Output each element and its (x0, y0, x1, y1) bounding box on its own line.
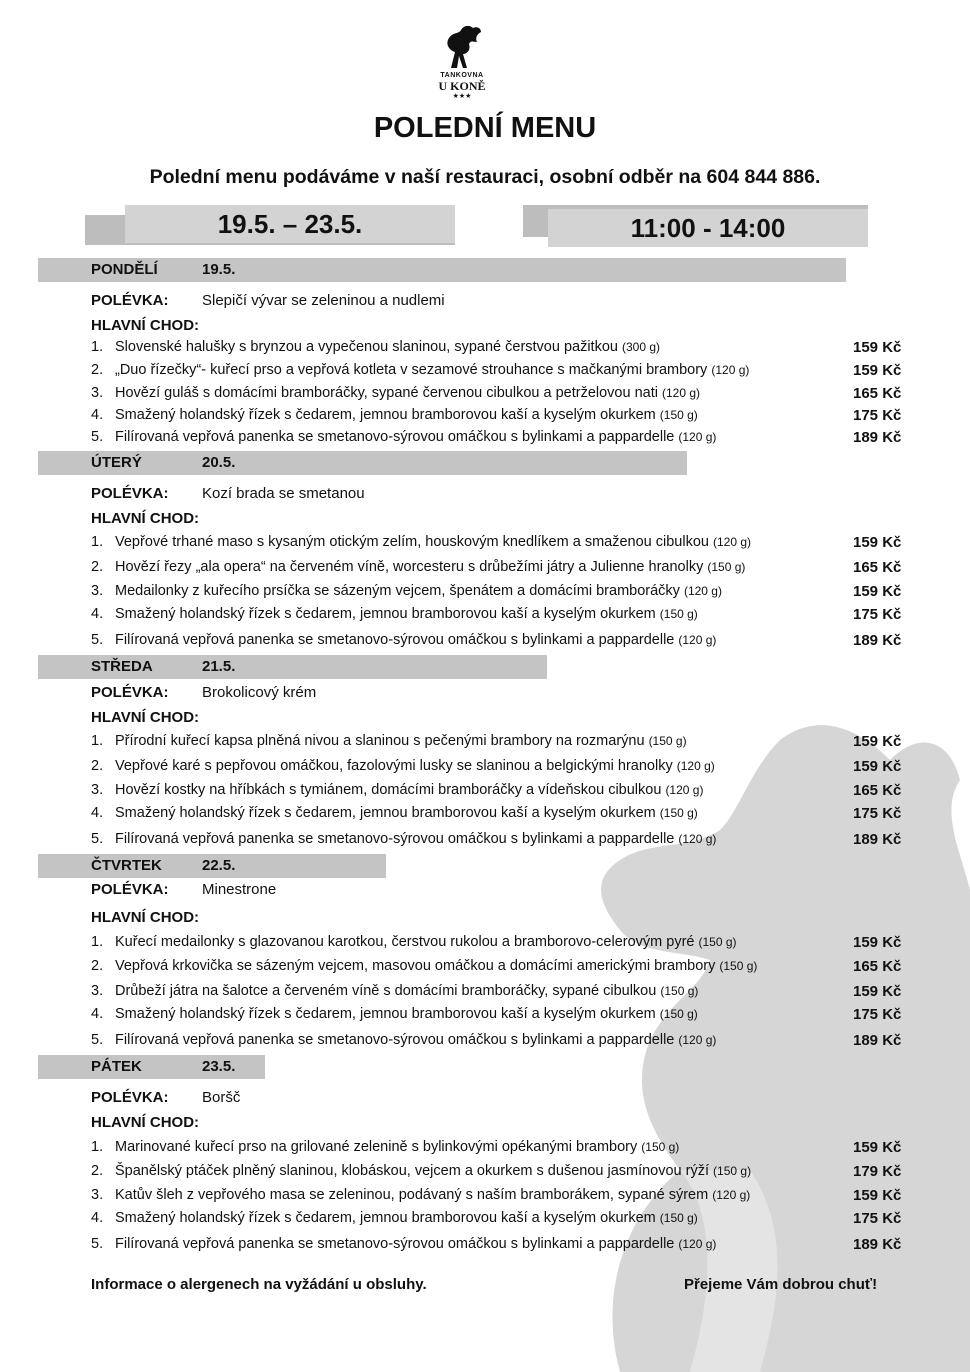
dish-weight: (150 g) (648, 734, 687, 748)
menu-item (91, 1236, 921, 1258)
dish-name: Smažený holandský řízek s čedarem, jemnou bramborovou kaší a kyselým okurkem (115, 1006, 656, 1022)
horse-logo-icon (437, 22, 487, 72)
item-dish (115, 1139, 679, 1155)
item-dish (115, 339, 660, 355)
dish-weight: (120 g) (678, 832, 717, 846)
menu-item (91, 559, 921, 581)
soup-label: POLÉVKA: (91, 292, 169, 309)
dish-name: Španělský ptáček plněný slaninou, klobáskou, vejcem a okurkem s dušenou jasmínovou rýží (115, 1163, 710, 1179)
dish-name: Vepřová krkovička se sázeným vejcem, masovou omáčkou a domácími americkými brambory (115, 958, 716, 974)
item-price: 159 Kč (853, 583, 902, 600)
dish-name: Marinované kuřecí prso na grilované zelenině s bylinkovými opékanými brambory (115, 1139, 638, 1155)
item-price: 175 Kč (853, 1006, 902, 1023)
item-price: 165 Kč (853, 958, 902, 975)
menu-item (91, 831, 921, 853)
logo-small-text: TANKOVNA (440, 72, 484, 79)
dish-name: Hovězí řezy „ala opera“ na červeném víně, worcesteru s drůbežími játry a Julienne hranolky (115, 559, 704, 575)
item-number: 5. (91, 632, 104, 648)
item-number: 3. (91, 385, 104, 401)
dish-weight: (120 g) (678, 1033, 717, 1047)
dish-name: Vepřové trhané maso s kysaným otickým zelím, houskovým knedlíkem a smaženou cibulkou (115, 534, 709, 550)
day-name: ČTVRTEK (91, 857, 162, 874)
item-price: 159 Kč (853, 534, 902, 551)
dish-weight: (120 g) (678, 633, 717, 647)
item-price: 189 Kč (853, 831, 902, 848)
soup-name: Kozí brada se smetanou (202, 485, 365, 502)
item-price: 175 Kč (853, 606, 902, 623)
item-price: 179 Kč (853, 1163, 902, 1180)
dish-name: Filírovaná vepřová panenka se smetanovo-sýrovou omáčkou s bylinkami a pappardelle (115, 632, 675, 648)
item-number: 3. (91, 782, 104, 798)
item-dish (115, 934, 737, 950)
dish-name: Smažený holandský řízek s čedarem, jemnou bramborovou kaší a kyselým okurkem (115, 407, 656, 423)
menu-item (91, 1163, 921, 1185)
item-number: 2. (91, 559, 104, 575)
item-dish (115, 385, 700, 401)
dish-name: Hovězí guláš s domácími bramboráčky, sypané červenou cibulkou a petrželovou nati (115, 385, 658, 401)
soup-name: Brokolicový krém (202, 684, 317, 701)
dish-weight: (150 g) (707, 560, 746, 574)
allergen-note: Informace o alergenech na vyžádání u obsluhy. (91, 1276, 427, 1293)
dish-name: Filírovaná vepřová panenka se smetanovo-sýrovou omáčkou s bylinkami a pappardelle (115, 1032, 675, 1048)
dish-weight: (120 g) (661, 386, 701, 400)
dish-weight: (150 g) (713, 1164, 752, 1178)
main-course-label: HLAVNÍ CHOD: (91, 510, 200, 527)
dish-weight: (120 g) (711, 363, 750, 377)
day-name: ÚTERÝ (91, 454, 142, 471)
dish-name: Katův šleh z vepřového masa se zeleninou, podávaný s naším bramborákem, sypané sýrem (115, 1187, 709, 1203)
item-price: 165 Kč (853, 385, 902, 402)
item-number: 2. (91, 1163, 104, 1179)
day-date: 20.5. (202, 454, 236, 471)
main-course-label: HLAVNÍ CHOD: (91, 709, 200, 726)
item-price: 189 Kč (853, 429, 902, 446)
item-number: 5. (91, 1032, 104, 1048)
closing-wish: Přejeme Vám dobrou chuť! (684, 1276, 878, 1293)
soup-label: POLÉVKA: (91, 881, 169, 898)
dish-weight: (150 g) (659, 806, 698, 820)
dish-weight: (150 g) (659, 607, 698, 621)
page-subtitle: Polední menu podáváme v naší restauraci, osobní odběr na 604 844 886. (149, 166, 821, 188)
item-dish (115, 1163, 751, 1179)
soup-name: Slepičí vývar se zeleninou a nudlemi (202, 292, 445, 309)
dish-name: Kuřecí medailonky s glazovanou karotkou, čerstvou rukolou a bramborovo-celerovým pyré (115, 934, 695, 950)
item-number: 5. (91, 831, 104, 847)
day-date: 22.5. (202, 857, 236, 874)
dish-name: Filírovaná vepřová panenka se smetanovo-sýrovou omáčkou s bylinkami a pappardelle (115, 1236, 675, 1252)
item-number: 2. (91, 362, 104, 378)
menu-item (91, 407, 921, 429)
item-price: 175 Kč (853, 805, 902, 822)
item-number: 3. (91, 983, 104, 999)
logo-name: U KONĚ (438, 79, 486, 93)
menu-item (91, 1187, 921, 1209)
dish-weight: (150 g) (719, 959, 758, 973)
item-price: 159 Kč (853, 1139, 902, 1156)
item-dish (115, 1032, 716, 1048)
page-title: POLEDNÍ MENU (373, 112, 597, 144)
item-price: 159 Kč (853, 362, 902, 379)
menu-item (91, 1139, 921, 1161)
menu-item (91, 339, 921, 361)
dish-name: Slovenské halušky s brynzou a vypečenou slaninou, sypané čerstvou pažitkou (115, 339, 618, 355)
item-dish (115, 407, 698, 423)
menu-item (91, 782, 921, 804)
dish-name: Filírovaná vepřová panenka se smetanovo-sýrovou omáčkou s bylinkami a pappardelle (115, 831, 675, 847)
item-dish (115, 534, 751, 550)
item-dish (115, 1006, 698, 1022)
dish-weight: (120 g) (712, 535, 752, 549)
item-number: 1. (91, 339, 104, 355)
item-dish (115, 733, 687, 749)
item-number: 3. (91, 1187, 104, 1203)
dish-name: „Duo řízečky“- kuřecí prso a vepřová kotleta v sezamové strouhance s mačkanými brambory (115, 362, 708, 378)
day-name: PÁTEK (91, 1058, 142, 1075)
dish-weight: (120 g) (665, 783, 704, 797)
dish-name: Drůbeží játra na šalotce a červeném víně s domácími bramboráčky, sypané cibulkou (115, 983, 657, 999)
menu-item (91, 1006, 921, 1028)
logo-stars: ★★★ (452, 93, 472, 100)
item-price: 159 Kč (853, 339, 902, 356)
day-date: 19.5. (202, 261, 236, 278)
item-number: 3. (91, 583, 104, 599)
menu-item (91, 429, 921, 451)
item-dish (115, 958, 757, 974)
item-price: 189 Kč (853, 632, 902, 649)
soup-label: POLÉVKA: (91, 485, 169, 502)
soup-name: Boršč (202, 1089, 241, 1106)
dish-name: Smažený holandský řízek s čedarem, jemnou bramborovou kaší a kyselým okurkem (115, 805, 656, 821)
item-price: 189 Kč (853, 1032, 902, 1049)
item-number: 1. (91, 534, 104, 550)
dish-weight: (150 g) (641, 1140, 680, 1154)
menu-item (91, 758, 921, 780)
item-price: 175 Kč (853, 1210, 902, 1227)
item-dish (115, 1187, 750, 1203)
day-date: 21.5. (202, 658, 236, 675)
item-price: 189 Kč (853, 1236, 902, 1253)
menu-item (91, 385, 921, 407)
dish-name: Smažený holandský řízek s čedarem, jemnou bramborovou kaší a kyselým okurkem (115, 606, 656, 622)
item-number: 1. (91, 1139, 104, 1155)
item-dish (115, 1236, 716, 1252)
item-dish (115, 606, 698, 622)
day-header-bar (38, 258, 846, 282)
item-number: 2. (91, 758, 104, 774)
menu-item (91, 733, 921, 755)
day-name: PONDĚLÍ (91, 261, 158, 278)
item-price: 159 Kč (853, 983, 902, 1000)
item-price: 159 Kč (853, 758, 902, 775)
dish-weight: (150 g) (698, 935, 737, 949)
menu-item (91, 583, 921, 605)
main-course-label: HLAVNÍ CHOD: (91, 1114, 200, 1131)
soup-label: POLÉVKA: (91, 1089, 169, 1106)
item-price: 165 Kč (853, 559, 902, 576)
item-price: 159 Kč (853, 733, 902, 750)
dish-weight: (300 g) (622, 340, 661, 354)
restaurant-logo (430, 22, 494, 104)
menu-item (91, 805, 921, 827)
menu-item (91, 934, 921, 956)
item-dish (115, 362, 749, 378)
item-dish (115, 559, 745, 575)
dish-weight: (120 g) (678, 1237, 717, 1251)
item-number: 1. (91, 934, 104, 950)
dish-name: Smažený holandský řízek s čedarem, jemnou bramborovou kaší a kyselým okurkem (115, 1210, 656, 1226)
menu-item (91, 983, 921, 1005)
menu-item (91, 1210, 921, 1232)
dish-weight: (120 g) (712, 1188, 751, 1202)
day-name: STŘEDA (91, 658, 153, 675)
dish-weight: (120 g) (676, 759, 715, 773)
menu-item (91, 534, 921, 556)
soup-label: POLÉVKA: (91, 684, 169, 701)
day-date: 23.5. (202, 1058, 236, 1075)
item-dish (115, 429, 716, 445)
item-number: 4. (91, 1006, 104, 1022)
menu-item (91, 606, 921, 628)
item-dish (115, 782, 703, 798)
item-dish (115, 831, 716, 847)
dish-weight: (150 g) (659, 408, 698, 422)
menu-item (91, 1032, 921, 1054)
dish-weight: (120 g) (683, 584, 722, 598)
dish-weight: (150 g) (660, 984, 699, 998)
item-price: 159 Kč (853, 1187, 902, 1204)
item-price: 175 Kč (853, 407, 902, 424)
dish-weight: (150 g) (659, 1007, 698, 1021)
item-dish (115, 583, 722, 599)
date-range: 19.5. – 23.5. (125, 205, 455, 243)
dish-name: Medailonky z kuřecího prsíčka se sázeným vejcem, špenátem a domácími bramboráčky (115, 583, 680, 599)
item-dish (115, 805, 698, 821)
menu-item (91, 958, 921, 980)
main-course-label: HLAVNÍ CHOD: (91, 909, 200, 926)
item-number: 2. (91, 958, 104, 974)
menu-item (91, 362, 921, 384)
dish-name: Filírovaná vepřová panenka se smetanovo-sýrovou omáčkou s bylinkami a pappardelle (115, 429, 675, 445)
item-number: 1. (91, 733, 104, 749)
item-number: 5. (91, 429, 104, 445)
dish-name: Hovězí kostky na hříbkách s tymiánem, domácími bramboráčky a vídeňskou cibulkou (115, 782, 662, 798)
dish-name: Přírodní kuřecí kapsa plněná nivou a slaninou s pečenými brambory na rozmarýnu (115, 733, 645, 749)
item-price: 159 Kč (853, 934, 902, 951)
dish-weight: (150 g) (659, 1211, 698, 1225)
menu-item (91, 632, 921, 654)
item-number: 4. (91, 1210, 104, 1226)
soup-name: Minestrone (202, 881, 277, 898)
item-number: 4. (91, 407, 104, 423)
item-dish (115, 1210, 698, 1226)
serving-hours: 11:00 - 14:00 (548, 209, 868, 247)
item-number: 4. (91, 805, 104, 821)
item-number: 5. (91, 1236, 104, 1252)
dish-weight: (120 g) (678, 430, 717, 444)
main-course-label: HLAVNÍ CHOD: (91, 317, 200, 334)
item-price: 165 Kč (853, 782, 902, 799)
dish-name: Vepřové karé s pepřovou omáčkou, fazolovými lusky se slaninou a belgickými hranolky (115, 758, 673, 774)
item-dish (115, 632, 716, 648)
item-number: 4. (91, 606, 104, 622)
item-dish (115, 758, 715, 774)
item-dish (115, 983, 698, 999)
